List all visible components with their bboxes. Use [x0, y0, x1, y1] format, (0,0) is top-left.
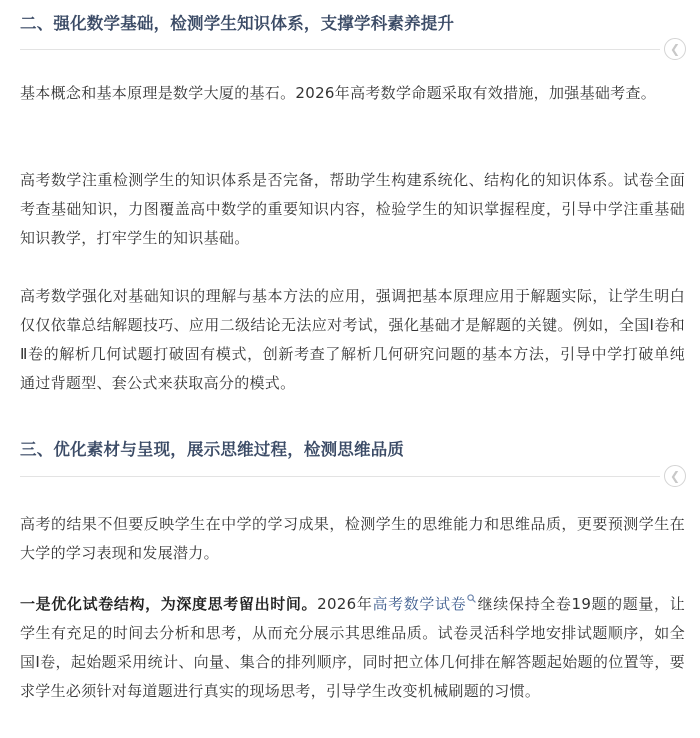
section-2-collapse-button[interactable]	[664, 38, 686, 60]
divider-line	[20, 476, 660, 477]
section-2-divider	[20, 38, 686, 62]
section-3-collapse-button[interactable]	[664, 465, 686, 487]
section-3-heading: 三、优化素材与呈现，展示思维过程，检测思维品质	[20, 440, 405, 459]
section-3-divider	[20, 465, 686, 489]
paragraph: 高考数学强化对基础知识的理解与基本方法的应用，强调把基本原理应用于解题实际，让学生明白仅仅依靠总结解题技巧、应用二级结论无法应对考试，强化基础才是解题的关键。例如，全国Ⅰ卷和Ⅱ卷的解析几何试题打破固有模式，创新考查了解析几何研究问题的基本方法，引导中学打破单纯通过背题型、套公式来获取高分的模式。	[20, 287, 685, 392]
lead-paragraph	[20, 590, 685, 706]
divider-line	[20, 49, 660, 50]
paragraph: 基本概念和基本原理是数学大厦的基石。2026年高考数学命题采取有效措施，加强基础考查。	[20, 84, 657, 102]
section-2-heading: 二、强化数学基础，检测学生知识体系，支撑学科素养提升	[20, 14, 455, 33]
chevron-left-icon: ❮	[669, 469, 681, 483]
lead-bold-text: 一是优化试卷结构，为深度思考留出时间。	[20, 595, 318, 613]
lead-text-before-link: 2026年	[317, 595, 373, 613]
exam-paper-link[interactable]: 高考数学试卷	[372, 595, 467, 613]
search-icon[interactable]	[467, 594, 476, 603]
chevron-left-icon: ❮	[669, 42, 681, 56]
paragraph: 高考数学注重检测学生的知识体系是否完备，帮助学生构建系统化、结构化的知识体系。试卷全面考查基础知识，力图覆盖高中数学的重要知识内容，检验学生的知识掌握程度，引导中学注重基础知识教学，打牢学生的知识基础。	[20, 171, 685, 247]
paragraph: 高考的结果不但要反映学生在中学的学习成果，检测学生的思维能力和思维品质，更要预测学生在大学的学习表现和发展潜力。	[20, 515, 685, 562]
lead-text-after-link: 继续保持全卷19题的题量，让学生有充足的时间去分析和思考，从而充分展示其思维品质。试卷灵活科学地安排试题顺序，如全国Ⅰ卷，起始题采用统计、向量、集合的排列顺序，同时把立体几何排在解答题起始题的位置等，要求学生必须针对每道题进行真实的现场思考，引导学生改变机械刷题的习惯。	[20, 595, 685, 700]
